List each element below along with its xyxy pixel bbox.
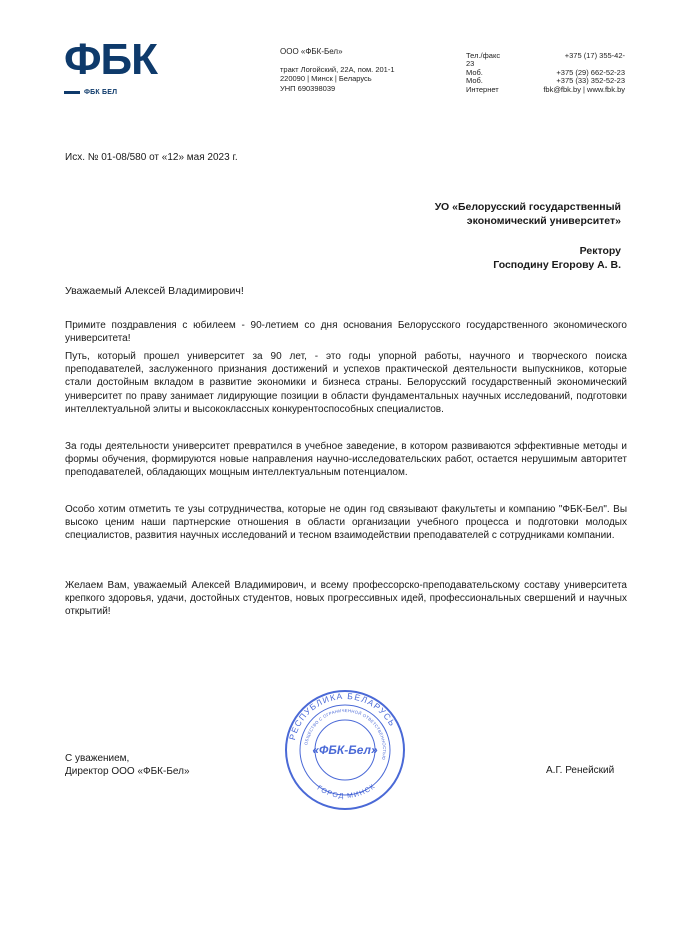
logo-mark: ФБК <box>64 35 158 84</box>
mobile-1: +375 (29) 662-52-23 <box>556 67 625 77</box>
contact-label: 23 <box>466 59 475 69</box>
seal-graphic <box>283 688 407 812</box>
addressee <box>301 201 621 228</box>
company-seal <box>283 688 407 812</box>
paragraph: Путь, который прошел университет за 90 лет, - это годы упорной работы, научного и творческого поиска преподавателей, заслуженного признания достижений и успехов практической деятельности выпускников, которые стали достойным вкладом в развитие экономики и бизнеса страны. Белорусский государственный экономический университет по праву занимает лидирующие позиции в области фундаментальных научных исследований, подготовки интеллектуальной элиты и высококлассных конкурентоспособных специалистов. <box>65 351 627 415</box>
contact-label: Интернет <box>466 84 499 94</box>
paragraph: Особо хотим отметить те узы сотрудничества, которые не один год связывают факультеты и компанию "ФБК-Бел". Вы высоко ценим наши партнерские отношения в области организации учебного процесса и подготовки молодых специалистов, развития научных исследований и тесном взаимодействии преподавателей с сотрудниками компании. <box>65 504 627 542</box>
addressee-line: экономический университет» <box>466 214 621 227</box>
signer-name: А.Г. Ренейский <box>546 765 615 776</box>
recipient <box>301 245 621 272</box>
outgoing-reference: Исх. № 01-08/580 от «12» мая 2023 г. <box>65 152 238 163</box>
seal-center-text: «ФБК-Бел» <box>312 743 378 757</box>
recipient-line: Господину Егорову А. В. <box>493 258 621 271</box>
contact-label: Моб. <box>466 76 483 86</box>
closing-block <box>65 752 190 778</box>
company-name: ООО «ФБК-Бел» <box>280 47 343 56</box>
contact-label: Тел./факс <box>466 51 501 60</box>
signer-position: Директор ООО «ФБК-Бел» <box>65 766 190 777</box>
logo-subtitle-text: ФБК БЕЛ <box>84 89 118 96</box>
logo-subtitle <box>64 88 164 97</box>
contact-label: Моб. <box>466 67 483 77</box>
address-line: тракт Логойский, 22А, пом. 201-1 <box>280 64 395 74</box>
seal-ring-bottom: ГОРОД МИНСК <box>315 782 378 801</box>
seal-ring-top: РЕСПУБЛИКА БЕЛАРУСЬ <box>287 690 398 741</box>
paragraph: Примите поздравления с юбилеем - 90-летием со дня основания Белорусского государственного экономического университета! <box>65 320 627 345</box>
internet: fbk@fbk.by | www.fbk.by <box>543 84 625 94</box>
contact-values <box>505 52 625 94</box>
company-logo <box>64 35 164 97</box>
address-line: 220090 | Минск | Беларусь <box>280 74 372 83</box>
address-line: УНП 690398039 <box>280 83 336 93</box>
paragraph: Желаем Вам, уважаемый Алексей Владимирович, и всему профессорско-преподавательскому составу университета крепкого здоровья, удачи, достойных студентов, новых прогрессивных идей, профессиональных свершений и научных открытий! <box>65 580 627 618</box>
mobile-2: +375 (33) 352-52-23 <box>556 76 625 86</box>
addressee-line: УО «Белорусский государственный <box>434 201 621 213</box>
phone-fax: +375 (17) 355-42- <box>564 51 625 60</box>
paragraph: За годы деятельности университет превратился в учебное заведение, в котором развиваются эффективные методы и формы обучения, формируются новые направления научно-исследовательских работ, остается нерушимым авторитет преподавателей, обладающих мощным интеллектуальным потенциалом. <box>65 441 627 479</box>
recipient-line: Ректору <box>579 245 621 257</box>
greeting: Уважаемый Алексей Владимирович! <box>65 285 244 297</box>
regards: С уважением, <box>65 753 130 764</box>
logo-bar <box>64 91 80 94</box>
contact-labels <box>466 52 500 94</box>
company-address-block <box>280 47 395 93</box>
seal-ring-inner: ОБЩЕСТВО С ОГРАНИЧЕННОЙ ОТВЕТСТВЕННОСТЬЮ <box>303 707 388 761</box>
